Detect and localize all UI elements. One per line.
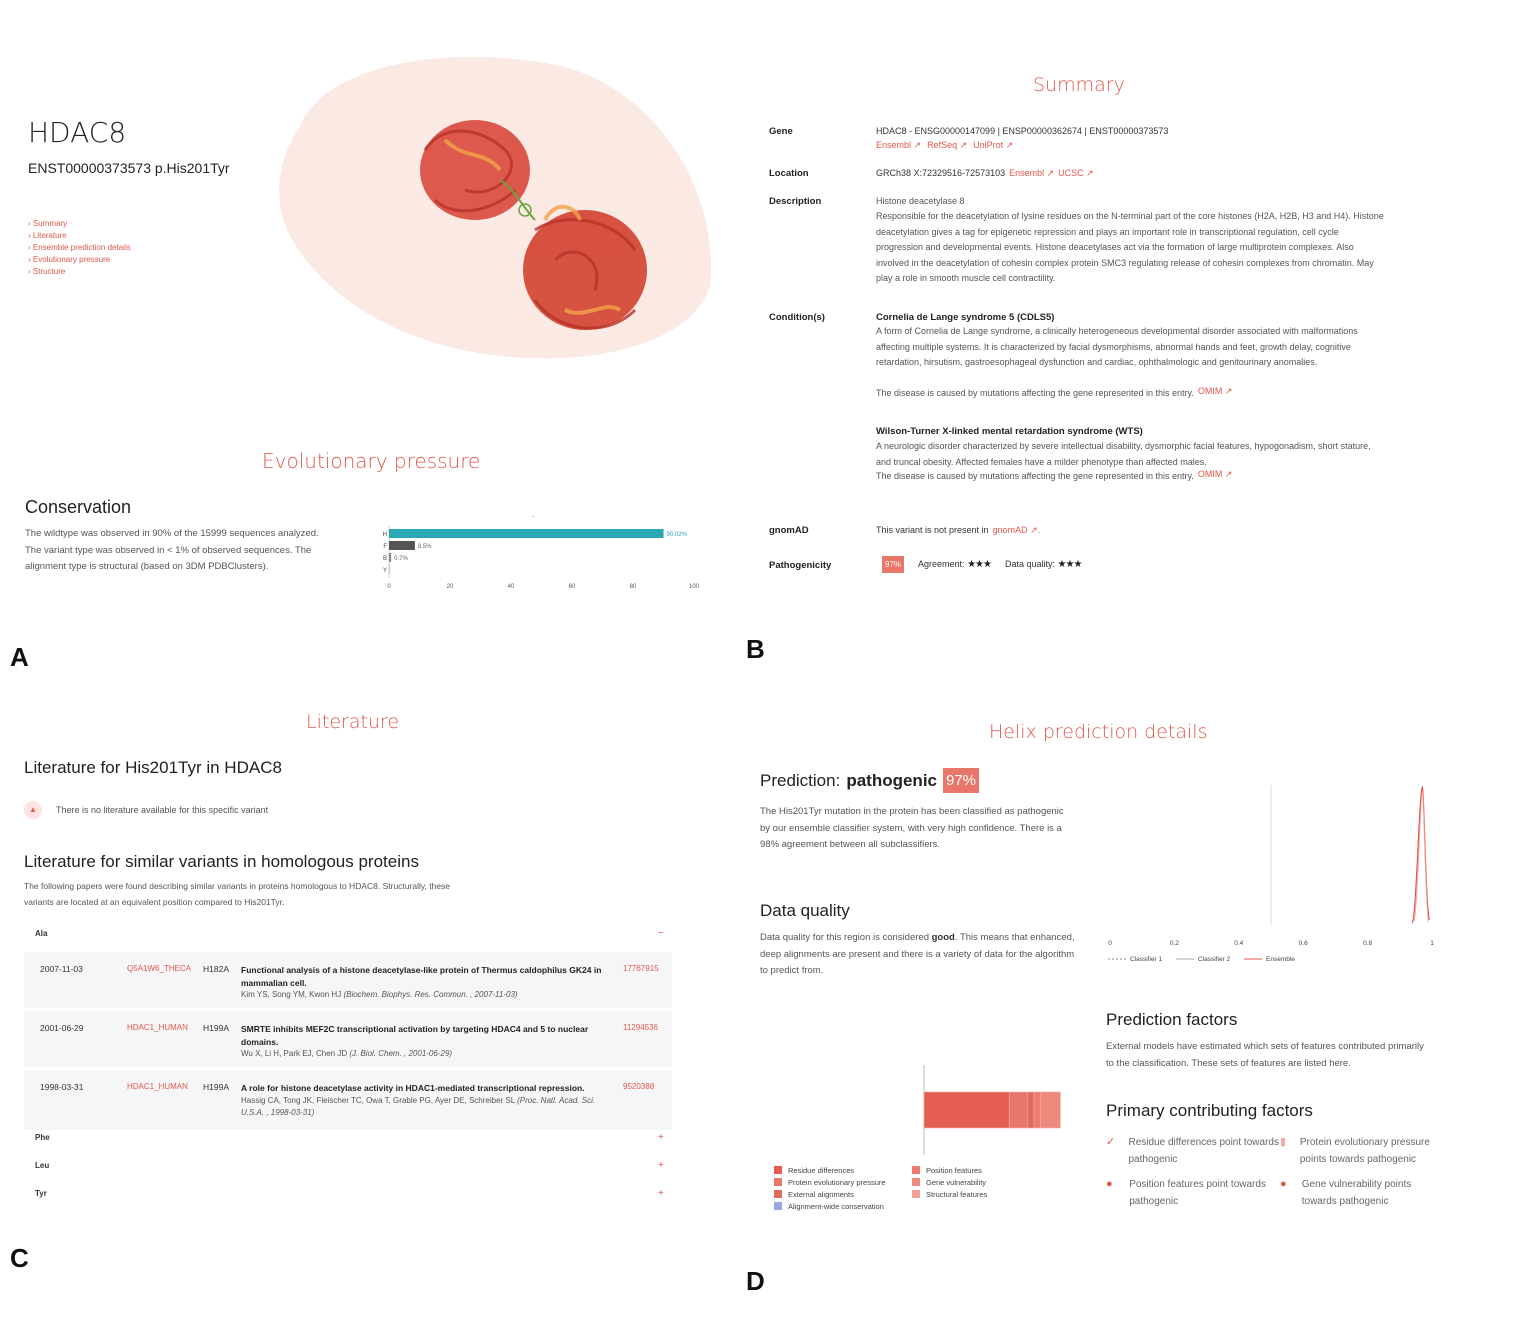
paper-journal: (Proc. Natl. Acad. Sci. U.S.A. , 1998-03-31) xyxy=(241,1096,596,1117)
paper-row xyxy=(24,1070,672,1130)
no-literature-alert xyxy=(24,801,424,819)
nav-item[interactable]: › Ensemble prediction details xyxy=(28,243,131,252)
prediction-heading xyxy=(760,768,979,793)
conditions-label: Condition(s) xyxy=(769,312,825,323)
factor-segment xyxy=(1034,1092,1040,1128)
paper-title: Functional analysis of a histone deacetylase-like protein of Thermus caldophilus GK24 in mammalian cell. xyxy=(241,965,602,988)
cond1-text: A form of Cornelia de Lange syndrome, a clinically heterogeneous developmental disorder associated with malformations affecting multiple systems. It is characterized by facial dysmorphisms, abnormal hands and feet, growth delay, cognitive retardation, hirsutism, gastroesophageal dysfunction and cardiac, ophthalmologic and genitourinary anomalies. xyxy=(876,326,1358,367)
conservation-title: Conservation xyxy=(25,497,132,517)
refseq-link[interactable]: RefSeq ↗ xyxy=(927,140,968,150)
gene-links xyxy=(876,140,1013,151)
paper-authors: Kim YS, Song YM, Kwon HJ xyxy=(241,990,342,999)
dq-good: good xyxy=(931,932,955,943)
paper-citation xyxy=(241,1048,613,1060)
data-quality-label: Data quality: xyxy=(1004,559,1055,569)
factor-stack-chart xyxy=(910,1060,1070,1160)
paper-protein[interactable]: HDAC1_HUMAN xyxy=(127,1023,188,1032)
paper-row xyxy=(24,1011,672,1067)
paper-citation xyxy=(241,1095,613,1119)
cond2-text: A neurologic disorder characterized by severe intellectual disability, dysmorphic facial features, hypogonadism, short stature, and truncal obesity. Affected females have a milder phenotype than affected males. xyxy=(876,441,1371,467)
description-label: Description xyxy=(769,196,822,207)
data-quality-text xyxy=(760,930,1078,980)
x-tick-label: 0.6 xyxy=(1298,940,1308,947)
conservation-chart xyxy=(378,524,708,592)
prediction-factors-text: External models have estimated which sets of features contributed primarily to the classification. These sets of features are listed here. xyxy=(1106,1041,1424,1069)
panel-letter-a: A xyxy=(10,642,29,672)
gene-value: HDAC8 - ENSG00000147099 | ENSP00000362674 | ENST00000373573 xyxy=(876,126,1169,136)
literature-title: Literature xyxy=(306,711,400,733)
x-tick-label: 20 xyxy=(446,584,454,590)
paper-protein[interactable]: Q5A1W6_THECA xyxy=(127,964,192,973)
cond2-cause-row xyxy=(876,469,1232,485)
cond2-cause: The disease is caused by mutations affecting the gene represented in this entry. xyxy=(876,471,1194,481)
similar-heading: Literature for similar variants in homologous proteins xyxy=(24,852,419,871)
prediction-badge: 97% xyxy=(943,768,979,793)
legend-structural xyxy=(912,1188,1012,1200)
group-label: Phe xyxy=(35,1133,50,1142)
group-label: Ala xyxy=(35,929,48,938)
classifier-curve xyxy=(1414,791,1428,922)
legend-label: Ensemble xyxy=(1266,956,1295,963)
data-quality-group xyxy=(1005,559,1081,570)
papers-table xyxy=(24,952,672,1130)
gnomad-text: This variant is not present in xyxy=(876,525,989,535)
x-tick-label: 60 xyxy=(568,584,576,590)
category-label: B xyxy=(382,556,387,562)
panel-letter-d: D xyxy=(746,1266,765,1296)
nav-item[interactable]: › Evolutionary pressure xyxy=(28,255,111,264)
paper-date: 1998-03-31 xyxy=(40,1082,84,1092)
legend-evolutionary xyxy=(774,1176,910,1188)
factor-text: Protein evolutionary pressure points towards pathogenic xyxy=(1299,1137,1430,1165)
classifier-density-chart xyxy=(1100,780,1450,970)
paper-row xyxy=(24,952,672,1008)
factor-segment xyxy=(1009,1092,1028,1128)
paper-journal: (Biochem. Biophys. Res. Commun. , 2007-11-03) xyxy=(343,990,518,999)
paper-citation xyxy=(241,989,613,1001)
legend-label: Classifier 2 xyxy=(1198,956,1231,963)
cond1-title: Cornelia de Lange syndrome 5 (CDLS5) xyxy=(876,312,1055,323)
legend-external xyxy=(774,1188,910,1200)
expand-icon[interactable]: + xyxy=(658,1160,664,1171)
helix-title: Helix prediction details xyxy=(989,721,1208,743)
prediction-value: pathogenic xyxy=(846,770,937,790)
group-row-phe[interactable] xyxy=(24,1132,672,1148)
legend-swatch xyxy=(774,1202,782,1210)
description-text: Responsible for the deacetylation of lysine residues on the N-terminal part of the core histones (H2A, H2B, H3 and H4). Histone deacetylation gives a tag for epigenetic repression and plays an important role in transcriptional regulation, cell cycle progression and developmental events. Histone deacetylases act via the formation of large multiprotein complexes. Also involved in the deacetylation of cohesin complex protein SMC3 regulating release of cohesin complexes from chromatin. May play a role in smooth muscle cell contractility. xyxy=(876,211,1384,283)
summary-title: Summary xyxy=(1033,74,1125,96)
legend-label: Structural features xyxy=(926,1189,988,1199)
pathogenicity-badge: 97% xyxy=(882,556,904,573)
x-tick-label: 1 xyxy=(1430,940,1434,947)
panel-letter-b: B xyxy=(746,634,765,664)
panel-b xyxy=(746,0,1540,680)
prediction-prefix: Prediction: xyxy=(760,770,841,790)
prediction-factors-title: Prediction factors xyxy=(1106,1010,1238,1029)
cond1-cause-row xyxy=(876,386,1232,402)
cond1-cause: The disease is caused by mutations affecting the gene represented in this entry. xyxy=(876,388,1194,398)
paper-mutation: H199A xyxy=(203,1023,229,1033)
protein-structure-image[interactable] xyxy=(405,110,665,350)
gnomad-link[interactable]: gnomAD ↗. xyxy=(992,525,1041,535)
bar-value-label: 0.7% xyxy=(394,556,408,562)
category-label: H xyxy=(382,532,387,538)
factor-list xyxy=(1106,1134,1446,1210)
paper-title: SMRTE inhibits MEF2C transcriptional activation by targeting HDAC4 and 5 to nuclear domains. xyxy=(241,1024,589,1047)
x-tick-label: 0.4 xyxy=(1234,940,1244,947)
factor-item xyxy=(1280,1134,1440,1168)
legend-alignment xyxy=(774,1200,910,1212)
description-name: Histone deacetylase 8 xyxy=(876,196,965,206)
legend-label: Protein evolutionary pressure xyxy=(788,1177,886,1187)
ucsc-link[interactable]: UCSC ↗ xyxy=(1058,168,1094,178)
category-label: Y xyxy=(382,568,387,574)
section-nav xyxy=(28,218,131,278)
paper-journal: (J. Biol. Chem. , 2001-06-29) xyxy=(349,1049,453,1058)
ensembl-location-link[interactable]: Ensembl ↗ xyxy=(1009,168,1055,178)
gene-title: HDAC8 xyxy=(28,116,127,149)
x-tick-label: 0.2 xyxy=(1169,940,1179,947)
cond2-title: Wilson-Turner X-linked mental retardation syndrome (WTS) xyxy=(876,426,1143,437)
paper-protein[interactable]: HDAC1_HUMAN xyxy=(127,1082,188,1091)
pathogenicity-row xyxy=(882,556,1081,573)
panel-letter-c: C xyxy=(10,1243,29,1273)
group-row-tyr[interactable] xyxy=(24,1188,672,1204)
factor-text: Position features point towards pathogenic xyxy=(1129,1179,1266,1207)
group-row-ala[interactable] xyxy=(24,928,672,944)
legend-label: Classifier 1 xyxy=(1130,956,1163,963)
legend-label: Position features xyxy=(926,1165,982,1175)
conservation-text: The wildtype was observed in 90% of the 15999 sequences analyzed. The variant type was observed in < 1% of observed sequences. The alignment type is structural (based on 3DM PDBClusters). xyxy=(25,528,319,572)
location-row xyxy=(876,168,1094,179)
x-tick-label: 0.8 xyxy=(1363,940,1373,947)
dq-text-1: Data quality for this region is considered xyxy=(760,932,929,943)
warning-icon: ▲ xyxy=(24,801,42,819)
chart-dot: . xyxy=(532,510,535,519)
legend-label: Alignment-wide conservation xyxy=(788,1201,884,1211)
group-row-leu[interactable] xyxy=(24,1160,672,1176)
legend-label: External alignments xyxy=(788,1189,854,1199)
agreement-group xyxy=(918,559,991,570)
no-literature-text: There is no literature available for this specific variant xyxy=(56,805,269,815)
category-label: F xyxy=(383,544,387,550)
legend-swatch xyxy=(774,1166,782,1174)
data-quality-title: Data quality xyxy=(760,901,850,920)
uniprot-link[interactable]: UniProt ↗ xyxy=(973,140,1014,150)
evolutionary-pressure-title: Evolutionary pressure xyxy=(262,449,481,473)
legend-position xyxy=(912,1164,1012,1176)
legend-swatch xyxy=(774,1190,782,1198)
conservation-bar xyxy=(389,529,664,538)
factor-segment xyxy=(924,1092,1009,1128)
bar-value-label: 90.02% xyxy=(666,532,687,538)
dq-text-2: . This means that enhanced, deep alignments are present and there is a variety of data for the algorithm to predict from. xyxy=(760,932,1075,976)
variant-subtitle: ENST00000373573 p.His201Tyr xyxy=(28,160,230,176)
collapse-icon[interactable]: − xyxy=(658,928,664,939)
legend-label: Gene vulnerability xyxy=(926,1177,987,1187)
x-tick-label: 100 xyxy=(688,584,700,590)
panel-c xyxy=(0,680,760,1332)
bar-icon: ▮ xyxy=(1280,1136,1287,1148)
factor-segment xyxy=(1028,1092,1034,1128)
legend-gene-vulnerability xyxy=(912,1176,1012,1188)
paper-mutation: H199A xyxy=(203,1082,229,1092)
paper-pmid[interactable]: 11294536 xyxy=(623,1023,658,1032)
check-icon: ✓ xyxy=(1106,1136,1116,1148)
factor-item xyxy=(1280,1176,1440,1210)
paper-date: 2007-11-03 xyxy=(40,964,83,974)
prediction-text: The His201Tyr mutation in the protein has been classified as pathogenic by our ensemble classifier system, with very high confidence. There is a 98% agreement between all subclassifiers. xyxy=(760,806,1064,850)
paper-authors: Hassig CA, Tong JK, Fleischer TC, Owa T, Grable PG, Ayer DE, Schreiber SL xyxy=(241,1096,515,1105)
location-pin-icon: ● xyxy=(1106,1178,1113,1190)
legend-swatch xyxy=(912,1190,920,1198)
ensembl-link[interactable]: Ensembl ↗ xyxy=(876,140,922,150)
literature-heading: Literature for His201Tyr in HDAC8 xyxy=(24,758,282,777)
primary-factors-title: Primary contributing factors xyxy=(1106,1101,1313,1120)
agreement-stars: ★★★ xyxy=(967,559,991,570)
similar-text: The following papers were found describing similar variants in proteins homologous to HDAC8. Structurally, these variants are located at an equivalent position compared to His201Tyr. xyxy=(24,881,450,907)
nav-item[interactable]: › Structure xyxy=(28,267,66,276)
paper-authors: Wu X, Li H, Park EJ, Chen JD xyxy=(241,1049,348,1058)
legend-residue xyxy=(774,1164,910,1176)
factor-item xyxy=(1106,1134,1280,1168)
paper-pmid[interactable]: 9520388 xyxy=(623,1082,655,1091)
location-label: Location xyxy=(769,168,809,179)
factor-segment xyxy=(1040,1092,1060,1128)
legend-swatch xyxy=(912,1166,920,1174)
location-value: GRCh38 X:72329516-72573103 xyxy=(876,168,1006,178)
agreement-label: Agreement: xyxy=(918,559,965,569)
group-label: Leu xyxy=(35,1161,50,1170)
paper-mutation: H182A xyxy=(203,964,229,974)
nav-item[interactable]: › Literature xyxy=(28,231,67,240)
group-label: Tyr xyxy=(35,1189,47,1198)
bar-value-label: 8.5% xyxy=(417,544,432,550)
paper-pmid[interactable]: 17767915 xyxy=(623,964,659,973)
paper-title: A role for histone deacetylase activity in HDAC1-mediated transcriptional repression. xyxy=(241,1083,585,1093)
conservation-bar xyxy=(389,565,390,574)
factor-text: Residue differences point towards pathogenic xyxy=(1128,1137,1279,1165)
pathogenicity-label: Pathogenicity xyxy=(769,560,832,571)
expand-icon[interactable]: + xyxy=(658,1188,664,1199)
expand-icon[interactable]: + xyxy=(658,1132,664,1143)
x-tick-label: 80 xyxy=(629,584,637,590)
vulnerability-icon: ● xyxy=(1280,1178,1287,1190)
paper-date: 2001-06-29 xyxy=(40,1023,84,1033)
legend-swatch xyxy=(912,1178,920,1186)
panel-d xyxy=(746,680,1540,1332)
panel-a xyxy=(0,0,760,680)
gnomad-label: gnomAD xyxy=(769,525,809,536)
omim-link-2[interactable]: OMIM ↗ xyxy=(1197,469,1233,479)
legend-label: Residue differences xyxy=(788,1165,855,1175)
nav-item[interactable]: › Summary xyxy=(28,219,68,228)
omim-link[interactable]: OMIM ↗ xyxy=(1197,386,1233,396)
x-tick-label: 0 xyxy=(387,584,391,590)
factor-text: Gene vulnerability points towards pathogenic xyxy=(1301,1179,1412,1207)
stack-legend xyxy=(774,1164,1012,1212)
x-tick-label: 40 xyxy=(507,584,515,590)
data-quality-stars: ★★★ xyxy=(1057,559,1082,570)
x-tick-label: 0 xyxy=(1108,940,1112,947)
conservation-bar xyxy=(389,553,391,562)
gene-label: Gene xyxy=(769,126,793,137)
factor-item xyxy=(1106,1176,1280,1210)
conservation-bar xyxy=(389,541,415,550)
gnomad-row xyxy=(876,525,1040,536)
legend-swatch xyxy=(774,1178,782,1186)
